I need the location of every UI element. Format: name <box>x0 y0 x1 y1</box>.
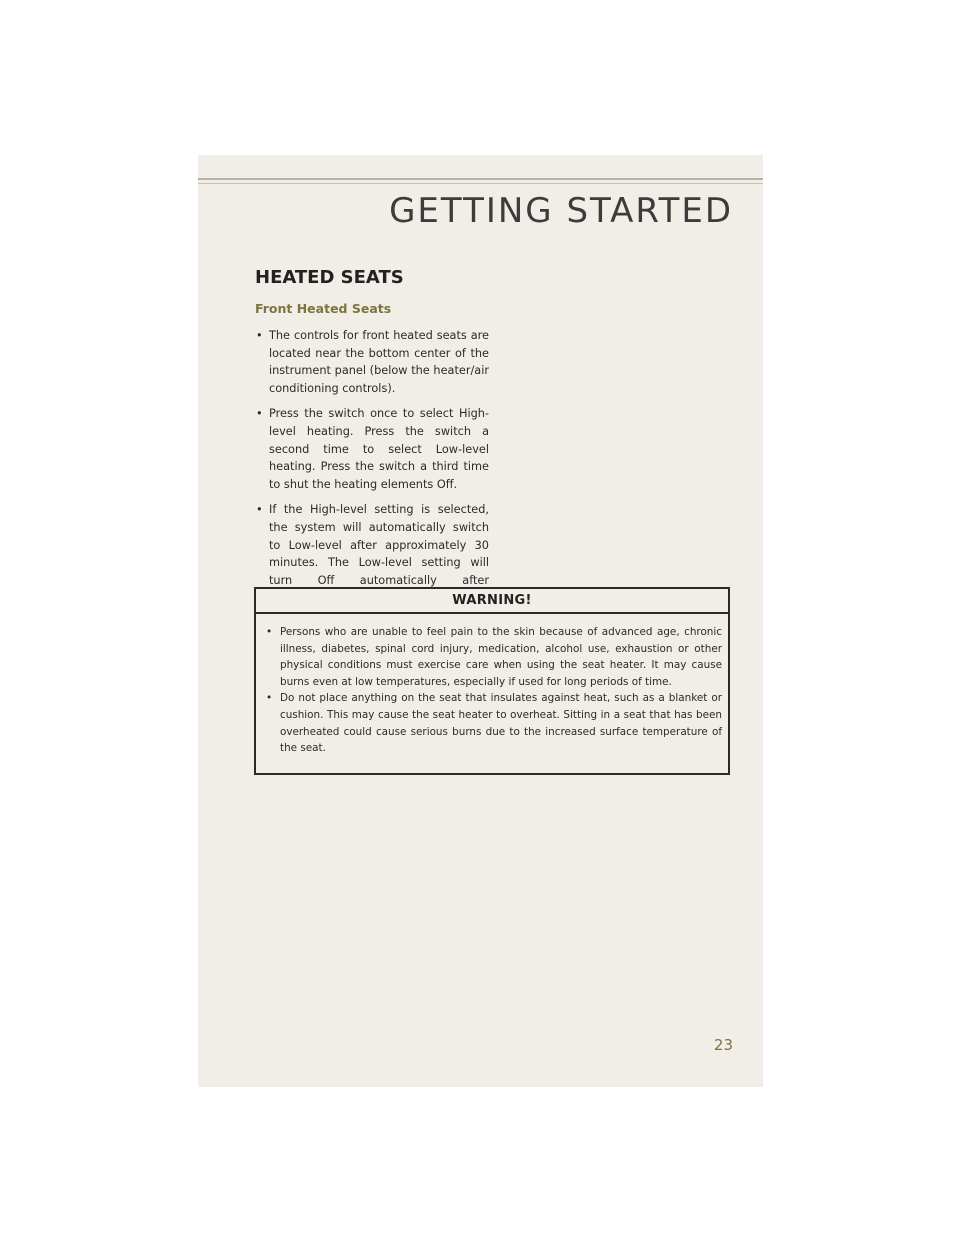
list-item-text: The controls for front heated seats are located near the bottom center of the instrument panel (below the heater/air conditioning controls). <box>269 329 489 395</box>
bullet-marker: • <box>266 692 273 705</box>
warning-box <box>254 587 730 775</box>
manual-page <box>198 155 763 1087</box>
section-header: GETTING STARTED <box>389 191 733 231</box>
bullet-list <box>255 327 489 615</box>
warning-item-text: Do not place anything on the seat that insulates against heat, such as a blanket or cushion. This may cause the seat heater to overheat. Sitting in a seat that has been overheated could cause serious burns due to the increased surface temperature of the seat. <box>280 692 722 755</box>
page-heading: HEATED SEATS <box>255 267 404 288</box>
warning-item <box>264 690 722 756</box>
page-number: 23 <box>713 1036 733 1054</box>
bullet-marker: • <box>256 329 263 342</box>
warning-list <box>256 614 728 757</box>
header-rule-thin <box>198 183 763 184</box>
subheading: Front Heated Seats <box>255 301 392 316</box>
header-rule-thick <box>198 178 763 180</box>
bullet-marker: • <box>266 626 273 638</box>
list-item <box>255 327 489 397</box>
list-item <box>255 405 489 493</box>
bullet-marker: • <box>256 407 263 421</box>
warning-item-text: Persons who are unable to feel pain to the skin because of advanced age, chronic illness, diabetes, spinal cord injury, medication, alcohol use, exhaustion or other physical conditions must exercise care when using the seat heater. It may cause burns even at low temperatures, especially if used for long periods of time. <box>280 626 722 688</box>
warning-item <box>264 624 722 690</box>
warning-title: WARNING! <box>256 589 728 614</box>
list-item-text: If the High-level setting is selected, the system will automatically switch to Low-level after approximately 30 minutes. The Low-level setting will turn Off automatically after <box>269 503 489 587</box>
list-item-text: Press the switch once to select High-level heating. Press the switch a second time to select Low-level heating. Press the switch a third time to shut the heating elements Off. <box>269 407 489 491</box>
bullet-marker: • <box>256 503 263 517</box>
